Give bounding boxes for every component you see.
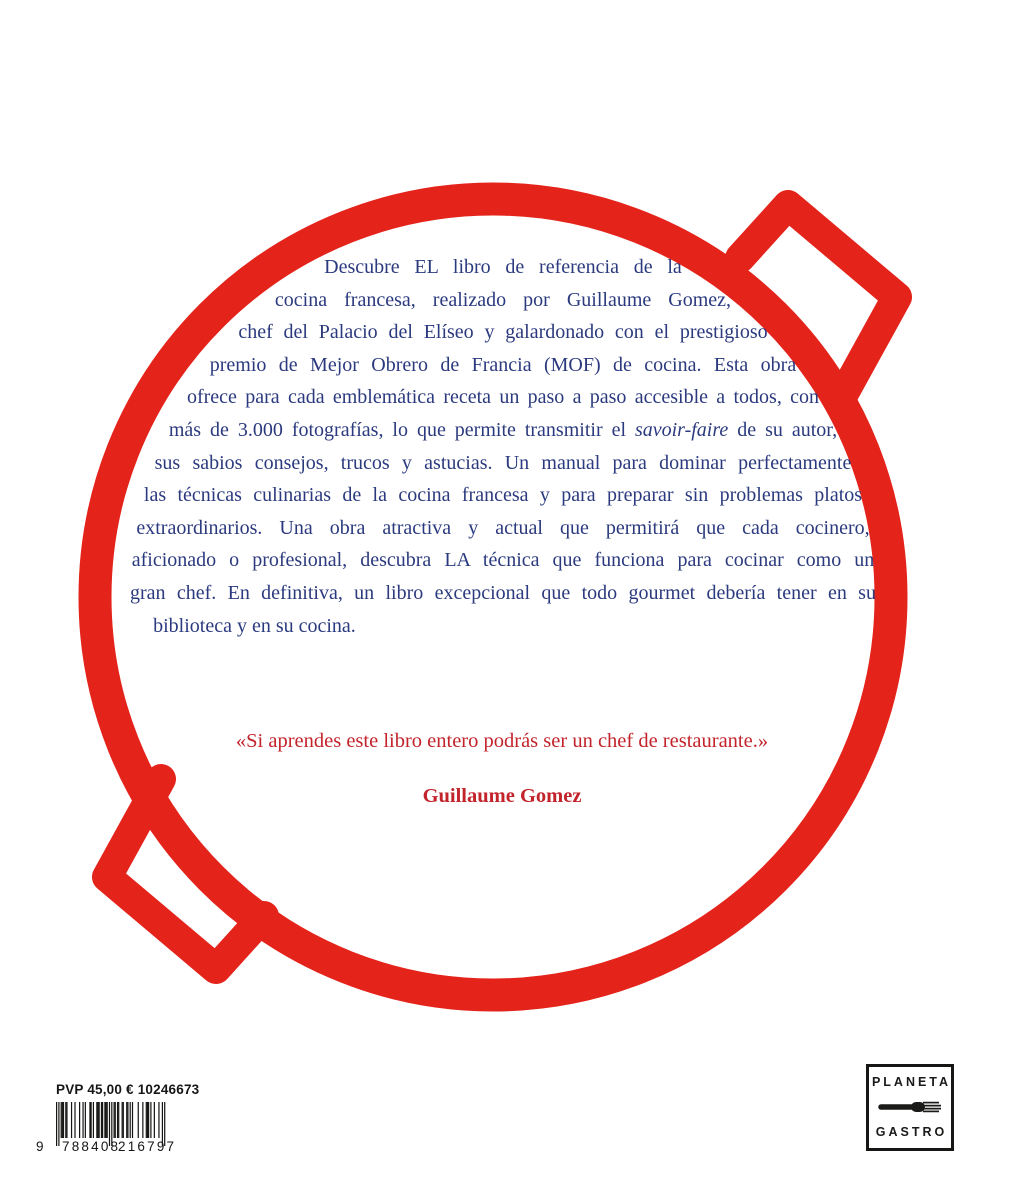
publisher-logo: [866, 1064, 954, 1151]
description-line: extraordinarios. Una obra atractiva y actual que permitirá que cada cocinero,: [136, 516, 870, 539]
description-line: Descubre EL libro de referencia de la: [324, 256, 682, 278]
description-line: más de 3.000 fotografías, lo que permite transmitir el savoir-faire de su autor,: [168, 419, 838, 441]
description-line: ofrece para cada emblemática receta un paso a paso accesible a todos, con: [186, 386, 819, 409]
quote-text: «Si aprendes este libro entero podrás ser un chef de restaurante.»: [235, 730, 769, 752]
pan-circle: [95, 199, 891, 995]
isbn-lead-digit: 9: [36, 1139, 44, 1154]
fork-icon: [878, 1100, 942, 1114]
quote-author: Guillaume Gomez: [422, 785, 582, 807]
isbn-group-1: 788408: [62, 1139, 121, 1154]
description-line: chef del Palacio del Elíseo y galardonado con el prestigioso: [238, 321, 768, 344]
publisher-name-bottom: GASTRO: [875, 1125, 948, 1139]
description-line: gran chef. En definitiva, un libro excepcional que todo gourmet debería tener en su: [130, 582, 876, 604]
price-text: PVP 45,00 € 10246673: [56, 1082, 200, 1097]
description-line: cocina francesa, realizado por Guillaume Gomez,: [274, 288, 732, 311]
barcode-digits: [36, 1138, 186, 1158]
description-line: aficionado o profesional, descubra LA técnica que funciona para cocinar como un: [131, 549, 875, 572]
barcode: [36, 1102, 186, 1160]
description-line: las técnicas culinarias de la cocina francesa y para preparar sin problemas platos: [143, 484, 863, 507]
description-line: biblioteca y en su cocina.: [153, 614, 356, 637]
description-line: sus sabios consejos, trucos y astucias. Un manual para dominar perfectamente: [154, 451, 852, 474]
isbn-group-2: 216797: [118, 1139, 177, 1154]
publisher-name-top: PLANETA: [871, 1075, 952, 1089]
description-line: premio de Mejor Obrero de Francia (MOF) de cocina. Esta obra: [209, 353, 797, 376]
